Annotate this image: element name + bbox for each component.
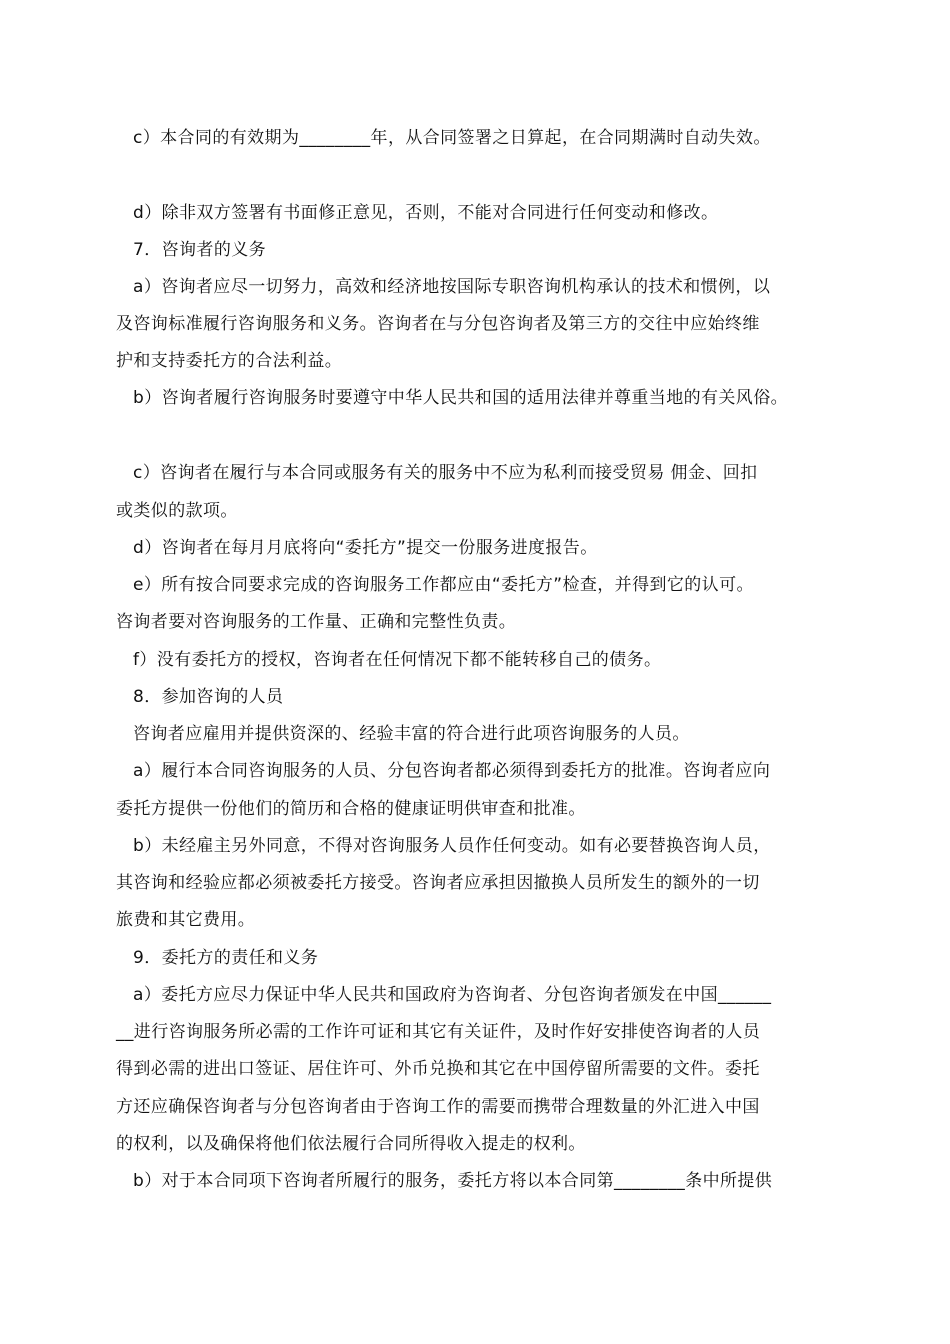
clause-9a-line3: 得到必需的进出口签证、居住许可、外币兑换和其它在中国停留所需要的文件。委托 bbox=[116, 1059, 760, 1079]
clause-9a-line1: a）委托方应尽力保证中华人民共和国政府为咨询者、分包咨询者颁发在中国______ bbox=[133, 985, 772, 1005]
clause-8a-line2: 委托方提供一份他们的简历和合格的健康证明供审查和批准。 bbox=[116, 799, 586, 819]
clause-9a-line4: 方还应确保咨询者与分包咨询者由于咨询工作的需要而携带合理数量的外汇进入中国 bbox=[116, 1097, 760, 1117]
clause-8b-line3: 旅费和其它费用。 bbox=[116, 910, 256, 930]
section-8-heading: 8．参加咨询的人员 bbox=[133, 687, 284, 707]
clause-7a-line1: a）咨询者应尽一切努力，高效和经济地按国际专职咨询机构承认的技术和惯例，以 bbox=[133, 277, 771, 297]
section-8-intro: 咨询者应雇用并提供资深的、经验丰富的符合进行此项咨询服务的人员。 bbox=[133, 724, 690, 744]
clause-9b-line1: b）对于本合同项下咨询者所履行的服务，委托方将以本合同第________条中所提供 bbox=[133, 1171, 773, 1191]
clause-8b-line1: b）未经雇主另外同意，不得对咨询服务人员作任何变动。如有必要替换咨询人员， bbox=[133, 836, 771, 856]
clause-8b-line2: 其咨询和经验应都必须被委托方接受。咨询者应承担因撤换人员所发生的额外的一切 bbox=[116, 873, 760, 893]
clause-7c-line1: c）咨询者在履行与本合同或服务有关的服务中不应为私利而接受贸易 佣金、回扣 bbox=[133, 463, 758, 483]
section-9-heading: 9．委托方的责任和义务 bbox=[133, 948, 319, 968]
clause-9a-line2: __进行咨询服务所必需的工作许可证和其它有关证件，及时作好安排使咨询者的人员 bbox=[116, 1022, 761, 1042]
clause-7e-line2: 咨询者要对咨询服务的工作量、正确和完整性负责。 bbox=[116, 612, 517, 632]
clause-7f: f）没有委托方的授权，咨询者在任何情况下都不能转移自己的债务。 bbox=[133, 650, 662, 670]
clause-7a-line2: 及咨询标准履行咨询服务和义务。咨询者在与分包咨询者及第三方的交往中应始终维 bbox=[116, 314, 760, 334]
clause-7d: d）咨询者在每月月底将向“委托方”提交一份服务进度报告。 bbox=[133, 538, 598, 558]
section-7-heading: 7．咨询者的义务 bbox=[133, 240, 267, 260]
clause-7c-line2: 或类似的款项。 bbox=[116, 501, 238, 521]
clause-6d: d）除非双方签署有书面修正意见，否则，不能对合同进行任何变动和修改。 bbox=[133, 203, 719, 223]
clause-7b: b）咨询者履行咨询服务时要遵守中华人民共和国的适用法律并尊重当地的有关风俗。 bbox=[133, 388, 788, 408]
clause-9a-line5: 的权利，以及确保将他们依法履行合同所得收入提走的权利。 bbox=[116, 1134, 586, 1154]
clause-6c: c）本合同的有效期为________年，从合同签署之日算起，在合同期满时自动失效。 bbox=[133, 128, 771, 148]
clause-7a-line3: 护和支持委托方的合法利益。 bbox=[116, 351, 343, 371]
clause-7e-line1: e）所有按合同要求完成的咨询服务工作都应由“委托方”检查，并得到它的认可。 bbox=[133, 575, 754, 595]
clause-8a-line1: a）履行本合同咨询服务的人员、分包咨询者都必须得到委托方的批准。咨询者应向 bbox=[133, 761, 771, 781]
